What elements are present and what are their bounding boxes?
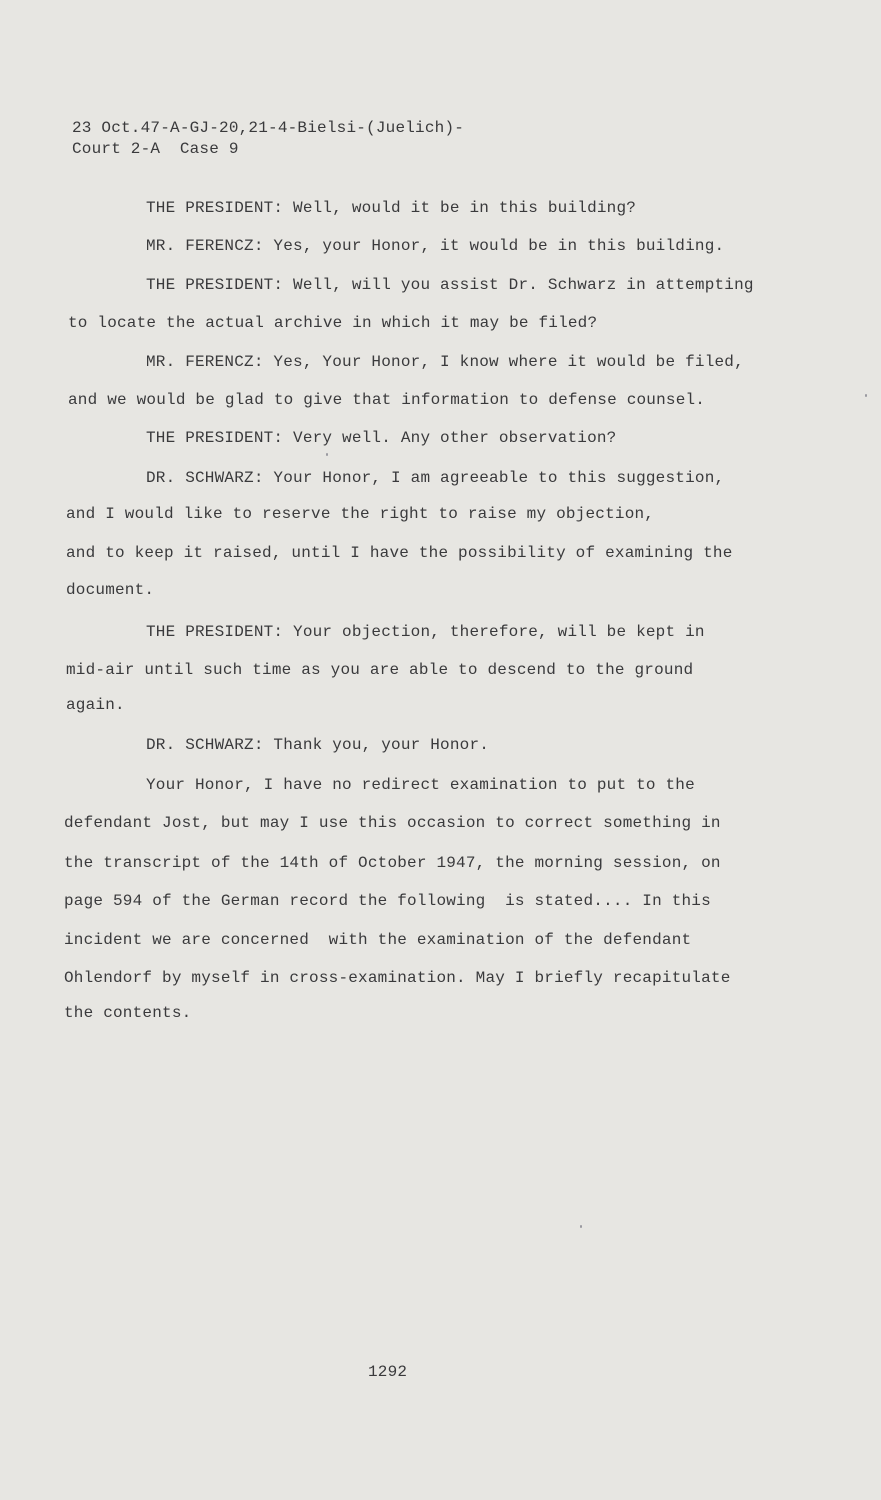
- page-number: 1292: [368, 1363, 408, 1381]
- transcript-line: DR. SCHWARZ: Your Honor, I am agreeable to this suggestion,: [146, 469, 725, 487]
- transcript-line: and to keep it raised, until I have the possibility of examining the: [66, 544, 733, 562]
- transcript-line: THE PRESIDENT: Very well. Any other observation?: [146, 429, 617, 447]
- transcript-line: again.: [66, 696, 125, 714]
- transcript-line: the transcript of the 14th of October 1947, the morning session, on: [64, 854, 721, 872]
- transcript-line: Your Honor, I have no redirect examination to put to the: [146, 776, 695, 794]
- transcript-line: THE PRESIDENT: Your objection, therefore, will be kept in: [146, 623, 705, 641]
- transcript-line: MR. FERENCZ: Yes, your Honor, it would be in this building.: [146, 237, 725, 255]
- header-line-2: Court 2-A Case 9: [72, 140, 239, 158]
- transcript-line: and we would be glad to give that information to defense counsel.: [68, 391, 706, 409]
- transcript-line: defendant Jost, but may I use this occasion to correct something in: [64, 814, 721, 832]
- transcript-line: incident we are concerned with the examination of the defendant: [64, 931, 692, 949]
- transcript-line: and I would like to reserve the right to raise my objection,: [66, 505, 655, 523]
- transcript-line: document.: [66, 581, 155, 599]
- transcript-line: Ohlendorf by myself in cross-examination. May I briefly recapitulate: [64, 969, 731, 987]
- paper-speck: [326, 453, 328, 456]
- transcript-line: to locate the actual archive in which it may be filed?: [68, 314, 598, 332]
- document-header: [72, 118, 464, 160]
- transcript-line: page 594 of the German record the following is stated.... In this: [64, 892, 711, 910]
- transcript-line: mid-air until such time as you are able to descend to the ground: [66, 661, 694, 679]
- transcript-line: the contents.: [64, 1004, 192, 1022]
- paper-speck: [865, 394, 867, 397]
- transcript-line: DR. SCHWARZ: Thank you, your Honor.: [146, 736, 490, 754]
- transcript-line: THE PRESIDENT: Well, would it be in this building?: [146, 199, 637, 217]
- transcript-line: MR. FERENCZ: Yes, Your Honor, I know where it would be filed,: [146, 353, 744, 371]
- transcript-line: THE PRESIDENT: Well, will you assist Dr. Schwarz in attempting: [146, 276, 754, 294]
- paper-speck: [580, 1225, 582, 1228]
- header-line-1: 23 Oct.47-A-GJ-20,21-4-Bielsi-(Juelich)-: [72, 119, 465, 137]
